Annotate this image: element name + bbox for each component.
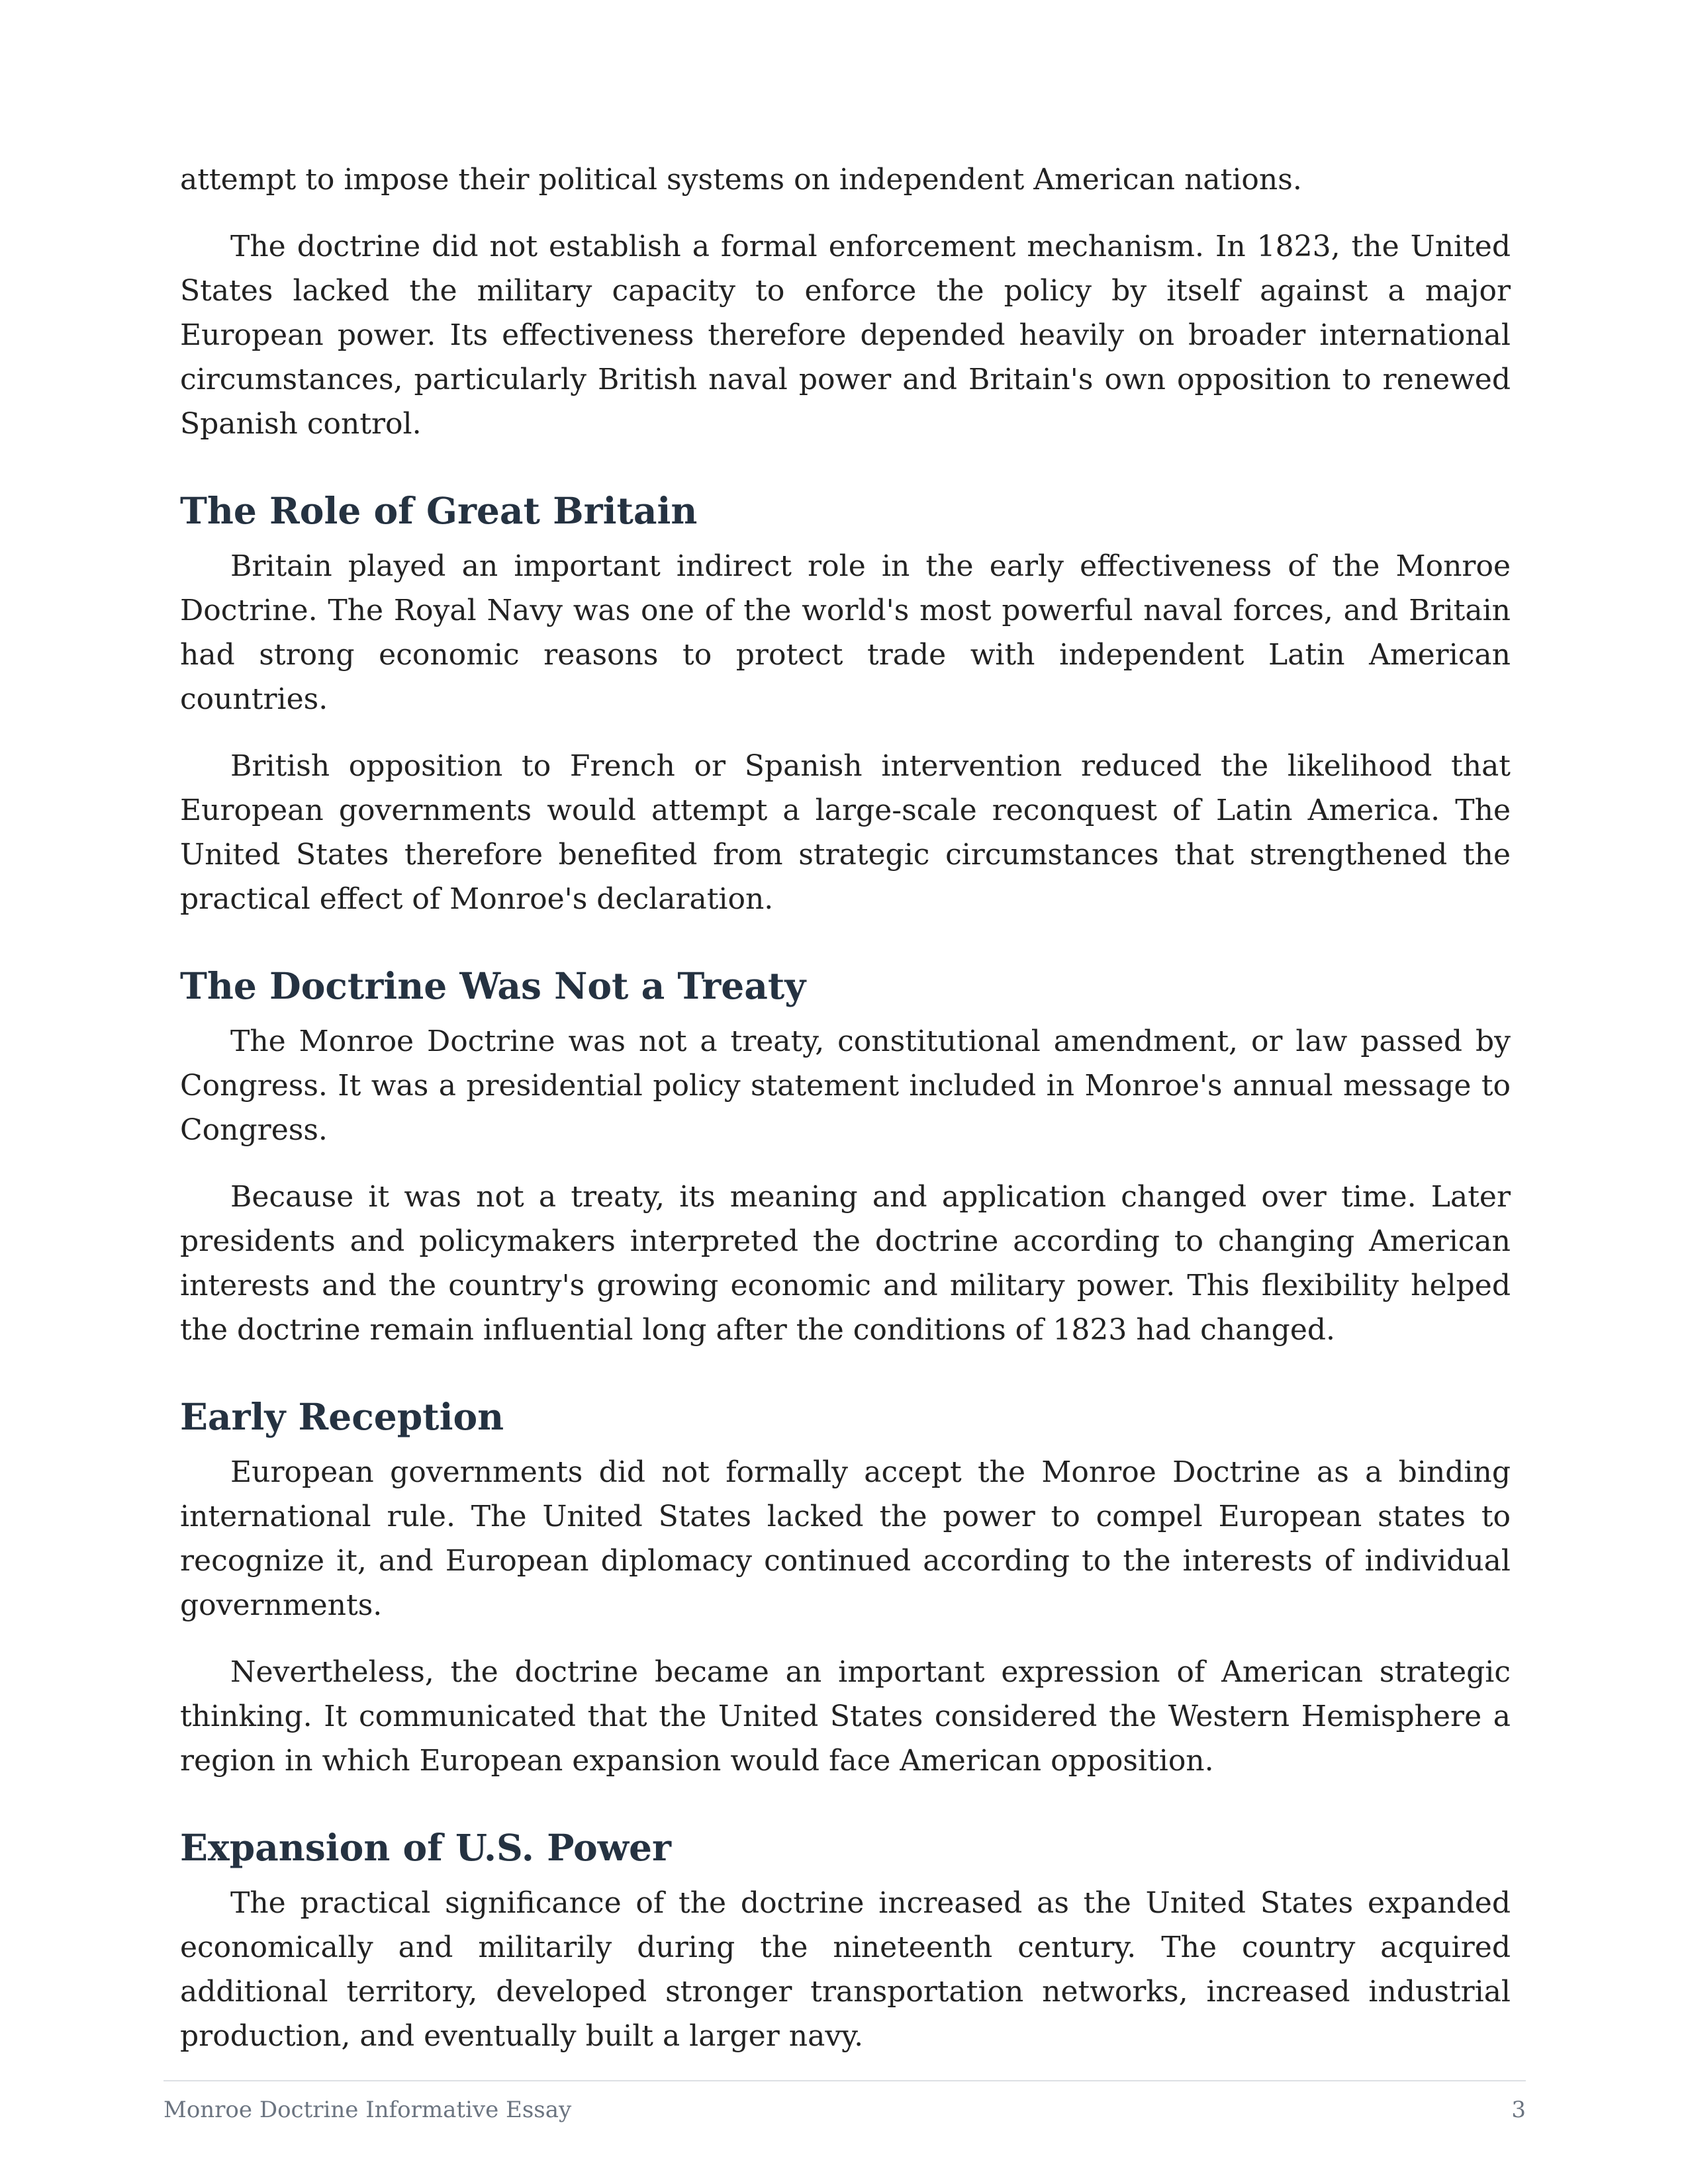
paragraph-not-treaty: The Monroe Doctrine was not a treaty, constitutional amendment, or law passed by Congress. It was a presidential policy statement included in Monroe's annual message to Congress. (180, 1024, 1511, 1147)
paragraph-british-opposition: British opposition to French or Spanish intervention reduced the likelihood that European governments would attempt a large-scale reconquest of Latin America. The United States therefore benefited from strategic circumstances that strengthened the practical effect of Monroe's declaration. (180, 749, 1511, 916)
paragraph-strategic-thinking: Nevertheless, the doctrine became an important expression of American strategic thinking. It communicated that the United States considered the Western Hemisphere a region in which European expansion would face American opposition. (180, 1655, 1511, 1778)
heading-role-of-great-britain: The Role of Great Britain (180, 489, 698, 532)
paragraph-britain-role: Britain played an important indirect role in the early effectiveness of the Monroe Doctrine. The Royal Navy was one of the world's most powerful naval forces, and Britain had strong economic reasons to protect trade with independent Latin American countries. (180, 549, 1511, 716)
footer-title: Monroe Doctrine Informative Essay (164, 2097, 572, 2123)
document-body (180, 158, 1511, 2081)
heading-not-a-treaty: The Doctrine Was Not a Treaty (180, 964, 806, 1007)
footer-divider (164, 2080, 1526, 2081)
paragraph-practical-significance: The practical significance of the doctrine increased as the United States expanded economically and militarily during the nineteenth century. The country acquired additional territory, developed stronger transportation networks, increased industrial production, and eventually built a larger navy. (180, 1886, 1511, 2053)
paragraph-european-governments: European governments did not formally accept the Monroe Doctrine as a binding international rule. The United States lacked the power to compel European states to recognize it, and European diplomacy continued according to the interests of individual governments. (180, 1455, 1511, 1622)
paragraph-enforcement: The doctrine did not establish a formal enforcement mechanism. In 1823, the United States lacked the military capacity to enforce the policy by itself against a major European power. Its effectiveness therefore depended heavily on broader international circumstances, particularly British naval power and Britain's own opposition to renewed Spanish control. (180, 230, 1511, 441)
heading-early-reception: Early Reception (180, 1395, 504, 1438)
paragraph-continuation: attempt to impose their political systems on independent American nations. (180, 163, 1302, 197)
page-number: 3 (1511, 2097, 1526, 2123)
paragraph-meaning-changed: Because it was not a treaty, its meaning and application changed over time. Later presidents and policymakers interpreted the doctrine according to changing American interests and the country's growing economic and military power. This flexibility helped the doctrine remain influential long after the conditions of 1823 had changed. (180, 1180, 1511, 1347)
heading-expansion-of-us-power: Expansion of U.S. Power (180, 1826, 671, 1869)
